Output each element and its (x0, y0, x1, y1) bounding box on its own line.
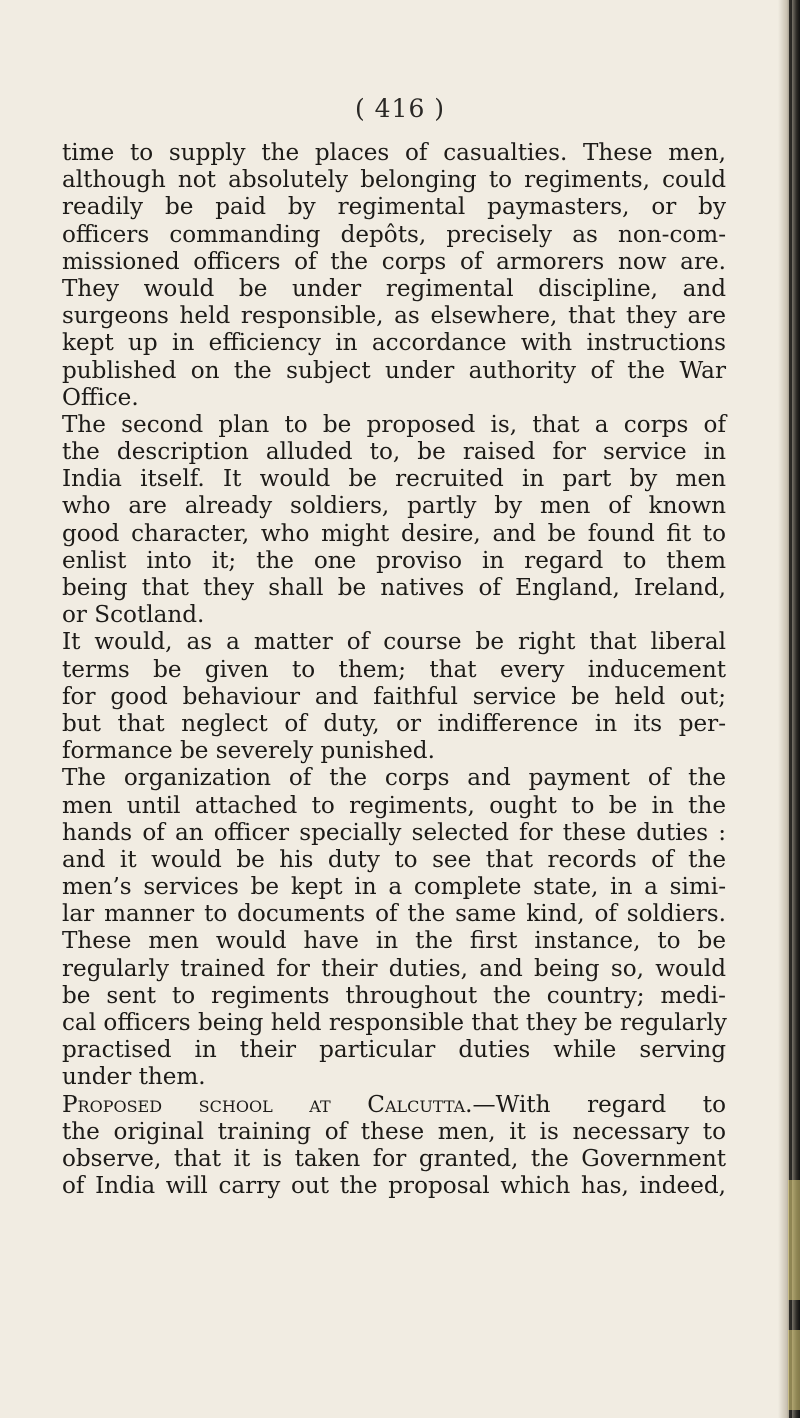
section-heading-continuation: —With regard to (472, 1091, 726, 1118)
text-line: missioned officers of the corps of armorers now are. (62, 248, 726, 275)
text-line: kept up in efficiency in accordance with instructions (62, 330, 726, 357)
text-line: and it would be his duty to see that records of the (62, 846, 726, 873)
text-line: terms be given to them; that every inducement (62, 656, 726, 683)
text-line: or Scotland. (62, 602, 205, 629)
text-line: be sent to regiments throughout the country; medi- (62, 982, 726, 1009)
page-edge-stain (788, 1180, 800, 1300)
text-line: officers commanding depôts, precisely as non-com- (62, 221, 726, 248)
text-line: being that they shall be natives of England, Ireland, (62, 575, 726, 601)
text-line: men until attached to regiments, ought to be in the (62, 792, 726, 819)
text-line: cal officers being held responsible that they be regularly (62, 1010, 727, 1036)
text-line: of India will carry out the proposal which has, indeed, (62, 1173, 726, 1200)
text-line: formance be severely punished. (62, 738, 435, 765)
text-line: but that neglect of duty, or indifference in its per- (62, 710, 726, 737)
text-line: men’s services be kept in a complete state, in a simi- (62, 874, 726, 901)
text-line: They would be under regimental discipline, and (62, 275, 726, 302)
text-line: under them. (62, 1064, 206, 1091)
text-line: The second plan to be proposed is, that a corps of (62, 411, 726, 438)
text-line: lar manner to documents of the same kind, of soldiers. (62, 901, 726, 928)
text-line: readily be paid by regimental paymasters, or by (62, 194, 726, 221)
text-line: good character, who might desire, and be found fit to (62, 520, 726, 547)
text-line: the original training of these men, it is necessary to (62, 1118, 726, 1145)
page-number: ( 416 ) (354, 94, 446, 123)
text-line: time to supply the places of casualties. These men, (62, 140, 726, 166)
text-line: It would, as a matter of course be right that liberal (62, 629, 726, 656)
text-line: regularly trained for their duties, and being so, would (62, 955, 726, 982)
text-line: for good behaviour and faithful service be held out; (62, 683, 726, 710)
text-line: although not absolutely belonging to regiments, could (62, 167, 726, 194)
text-line: The organization of the corps and payment of the (62, 765, 726, 792)
body-text (62, 140, 726, 1200)
section-heading: Proposed school at Calcutta. (62, 1091, 473, 1118)
section-heading-line (62, 1092, 726, 1119)
text-line: Office. (62, 384, 139, 411)
text-line: published on the subject under authority of the War (62, 357, 726, 384)
text-line: who are already soldiers, partly by men of known (62, 493, 726, 520)
text-line: hands of an officer specially selected for these duties : (62, 819, 726, 846)
text-line: observe, that it is taken for granted, the Government (62, 1145, 726, 1172)
text-line: India itself. It would be recruited in part by men (62, 466, 726, 493)
text-line: practised in their particular duties while serving (62, 1037, 726, 1064)
text-line: the description alluded to, be raised for service in (62, 439, 726, 466)
text-line: enlist into it; the one proviso in regard to them (62, 547, 726, 574)
text-line: surgeons held responsible, as elsewhere, that they are (62, 303, 726, 330)
page-edge-stain (788, 1330, 800, 1410)
text-line: These men would have in the first instance, to be (62, 928, 726, 955)
